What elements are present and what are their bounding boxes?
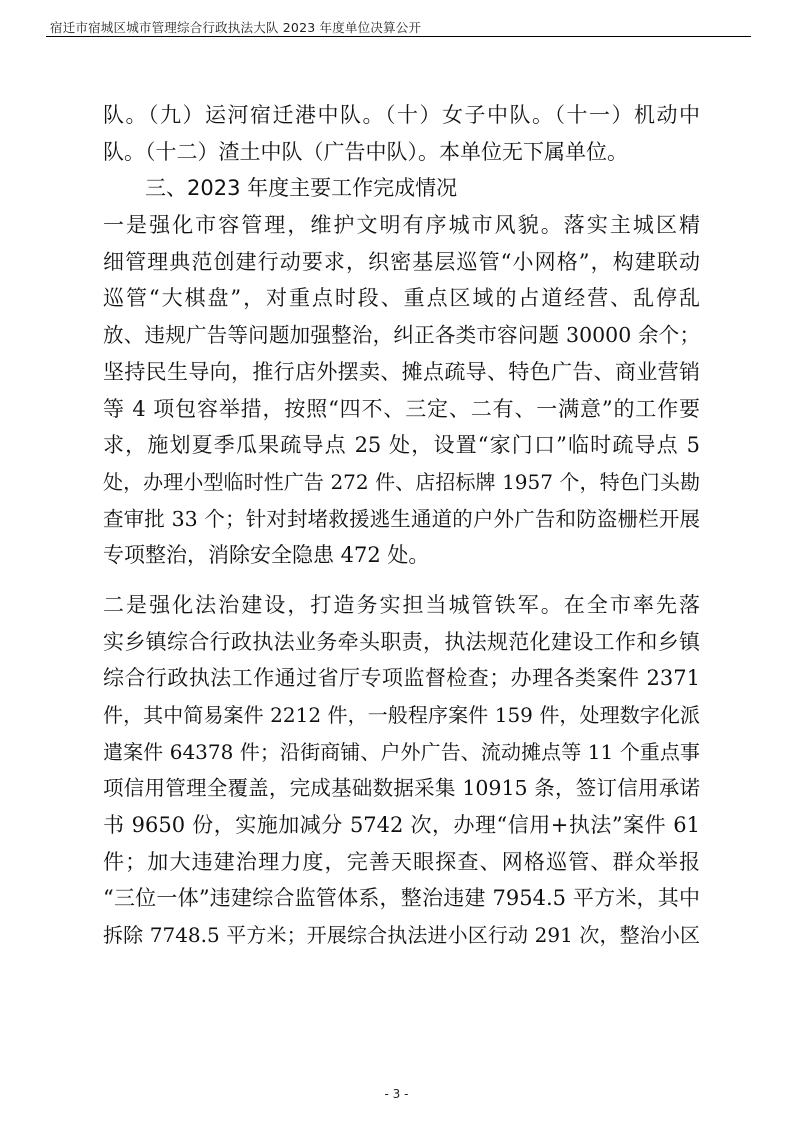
body-line: 细管理典范创建行动要求，织密基层巡管“小网格”，构建联动 [103,249,700,274]
body-line: 遣案件 64378 件；沿街商铺、户外广告、流动摊点等 11 个重点事 [103,739,700,764]
body-line: 二是强化法治建设，打造务实担当城管铁军。在全市率先落 [103,592,700,617]
body-line: 等 4 项包容举措，按照“四不、三定、二有、一满意”的工作要 [103,396,700,421]
body-line: 书 9650 份，实施加减分 5742 次，办理“信用+执法”案件 61 [103,813,700,838]
section-heading: 三、2023 年度主要工作完成情况 [145,176,458,201]
body-line: 查审批 33 个；针对封堵救援逃生通道的户外广告和防盗栅栏开展 [103,506,700,531]
page-number: - 3 - [384,1087,409,1101]
paragraph-gap [103,574,700,587]
body-line: 放、违规广告等问题加强整治，纠正各类市容问题 30000 余个； [103,323,700,348]
body-line: 一是强化市容管理，维护文明有序城市风貌。落实主城区精 [103,213,700,238]
body-line: 件；加大违建治理力度，完善天眼探查、网格巡管、群众举报 [103,849,700,874]
body-line: 队。（十二）渣土中队（广告中队）。本单位无下属单位。 [103,139,628,164]
document-body [103,97,700,954]
body-line: “三位一体”违建综合监管体系，整治违建 7954.5 平方米，其中 [103,886,700,911]
body-line: 求，施划夏季瓜果疏导点 25 处，设置“家门口”临时疏导点 5 [103,433,700,458]
body-line: 巡管“大棋盘”，对重点时段、重点区域的占道经营、乱停乱 [103,286,700,311]
body-line: 件，其中简易案件 2212 件，一般程序案件 159 件，处理数字化派 [103,703,700,727]
body-line: 综合行政执法工作通过省厅专项监督检查；办理各类案件 2371 [103,666,700,691]
body-line: 实乡镇综合行政执法业务牵头职责，执法规范化建设工作和乡镇 [103,629,700,654]
body-line: 专项整治，消除安全隐患 472 处。 [103,543,430,568]
body-line: 坚持民生导向，推行店外摆卖、摊点疏导、特色广告、商业营销 [103,359,700,384]
body-line: 拆除 7748.5 平方米；开展综合执法进小区行动 291 次，整治小区 [103,923,700,948]
running-header: 宿迁市宿城区城市管理综合行政执法大队 2023 年度单位决算公开 [50,20,422,35]
header-rule [46,36,751,37]
body-line: 队。（九）运河宿迁港中队。（十）女子中队。（十一）机动中 [103,103,700,127]
body-line: 处，办理小型临时性广告 272 件、店招标牌 1957 个，特色门头勘 [103,469,700,494]
body-line: 项信用管理全覆盖，完成基础数据采集 10915 条，签订信用承诺 [103,776,700,801]
